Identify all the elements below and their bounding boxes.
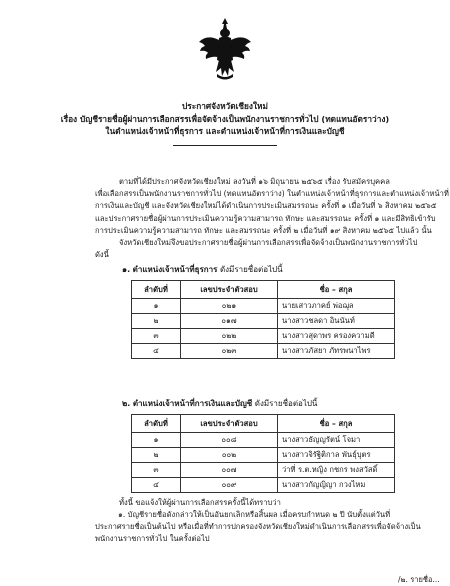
table-row [132, 299, 395, 314]
section-1-number: ๑. [122, 265, 131, 274]
exam-id-cell: ๐๐๗ [181, 463, 278, 478]
condition-paragraph [95, 509, 438, 546]
table-row [132, 448, 395, 463]
announcement-title: ประกาศจังหวัดเชียงใหม่ [182, 101, 268, 111]
exam-id-cell: ๐๐๒ [181, 448, 278, 463]
order-cell: ๔ [132, 344, 181, 359]
exam-id-cell: ๐๐๙ [181, 478, 278, 493]
column-header-name: ชื่อ – สกุล [278, 415, 395, 433]
name-cell: นางสาวสุดาพร ครองความดี [278, 329, 395, 344]
section-2-heading [122, 397, 317, 410]
table-row [132, 314, 395, 329]
name-cell: นางสาวภัสยา ภัทรพนาไพร [278, 344, 395, 359]
table-row [132, 344, 395, 359]
order-cell: ๒ [132, 314, 181, 329]
section-2-number: ๒. [122, 399, 131, 408]
next-page-indicator: /๒. รายชื่อ... [398, 575, 440, 584]
section-1-position: ตำแหน่งเจ้าหน้าที่ธุรการ [132, 265, 218, 274]
table-row [132, 329, 395, 344]
column-header-name: ชื่อ – สกุล [278, 281, 395, 299]
order-cell: ๓ [132, 329, 181, 344]
intro-paragraph [95, 176, 449, 237]
name-cell: นางสาวกัญญิญา กวงไหม [278, 478, 395, 493]
exam-id-cell: ๐๑๗ [181, 314, 278, 329]
intro-line-5: การประเมินความรู้ความสามารถ ทักษะ และสมรรถนะ ครั้งที่ ๒ เมื่อวันที่ ๑๙ สิงหาคม ๒๕๖๕ ไปแล้ว นั้น [95, 225, 432, 235]
intro-line-3: การเงินและบัญชี และจังหวัดเชียงใหม่ได้ดำเนินการประเมินสมรรถนะ ครั้งที่ ๑ เมื่อวันที่ ๖ สิงหาคม ๒๕๖๕ [95, 201, 437, 211]
table-header-row [132, 415, 395, 433]
name-cell: นางสาวธัญญรัตน์ โจมา [278, 433, 395, 448]
garuda-emblem-icon [197, 16, 253, 82]
intro-line-1: ตามที่ได้มีประกาศจังหวัดเชียงใหม่ ลงวันที่ ๑๖ มิถุนายน ๒๕๖๕ เรื่อง รับสมัครบุคคล [119, 177, 390, 186]
name-cell: นางสาวชลดา อินนันท์ [278, 314, 395, 329]
name-cell: นายเสาวภาคย์ พ่อฌุล [278, 299, 395, 314]
order-cell: ๔ [132, 478, 181, 493]
title-divider [173, 145, 277, 146]
condition-line-1: ๑. บัญชีรายชื่อดังกล่าวให้เป็นอันยกเลิกหรือสิ้นผล เมื่อครบกำหนด ๒ ปี นับตั้งแต่วันที่ [118, 510, 391, 519]
announce-paragraph [95, 237, 418, 261]
table-row [132, 478, 395, 493]
exam-id-cell: ๐๒๓ [181, 344, 278, 359]
notice-paragraph [95, 497, 415, 509]
condition-line-2: ประกาศรายชื่อเป็นต้นไป หรือเมื่อที่ทำการปกครองจังหวัดเชียงใหม่ดำเนินการเลือกสรรเพื่อจัดจ้างเป็น [95, 522, 421, 532]
name-cell: ว่าที่ ร.ต.หญิง กชกร พงสวัสดิ์ [278, 463, 395, 478]
announce-line-1: จังหวัดเชียงใหม่จึงขอประกาศรายชื่อผู้ผ่านการเลือกสรรเพื่อจัดจ้างเป็นพนักงานราชการทั่วไป [119, 238, 418, 247]
column-header-order: ลำดับที่ [132, 415, 181, 433]
finance-officer-table [131, 414, 395, 493]
order-cell: ๑ [132, 433, 181, 448]
intro-line-2: เพื่อเลือกสรรเป็นพนักงานราชการทั่วไป (ทดแทนอัตราว่าง) ในตำแหน่งเจ้าหน้าที่ธุรการและตำแหน่งเจ้าหน้าที่ [95, 189, 449, 199]
column-header-exam-id: เลขประจำตัวสอบ [181, 415, 278, 433]
section-1-suffix: ดังมีรายชื่อต่อไปนี้ [217, 265, 283, 274]
name-cell: นางสาวจิรัฐิติกาล พันธุ์บุตร [278, 448, 395, 463]
column-header-exam-id: เลขประจำตัวสอบ [181, 281, 278, 299]
condition-line-3: พนักงานราชการทั่วไป ในครั้งต่อไป [95, 534, 210, 544]
section-1-heading [122, 263, 283, 276]
exam-id-cell: ๐๒๒ [181, 329, 278, 344]
exam-id-cell: ๐๒๑ [181, 299, 278, 314]
exam-id-cell: ๐๐๘ [181, 433, 278, 448]
order-cell: ๒ [132, 448, 181, 463]
table-header-row [132, 281, 395, 299]
order-cell: ๓ [132, 463, 181, 478]
announcement-subject: เรื่อง บัญชีรายชื่อผู้ผ่านการเลือกสรรเพื่อจัดจ้างเป็นพนักงานราชการทั่วไป (ทดแทนอัตราว่าง) [60, 114, 390, 124]
table-row [132, 433, 395, 448]
announce-line-2: ดังนี้ [95, 250, 109, 260]
table-row [132, 463, 395, 478]
order-cell: ๑ [132, 299, 181, 314]
admin-officer-table [131, 280, 395, 359]
column-header-order: ลำดับที่ [132, 281, 181, 299]
intro-line-4: และประกาศรายชื่อผู้ผ่านการประเมินความรู้ความสามารถ ทักษะ และสมรรถนะ ครั้งที่ ๑ และมีสิทธิเข้ารับ [95, 213, 436, 223]
section-2-position: ตำแหน่งเจ้าหน้าที่การเงินและบัญชี [132, 399, 253, 408]
notice-line: ทั้งนี้ ขอแจ้งให้ผู้ผ่านการเลือกสรรครั้งนี้ได้ทราบว่า [119, 498, 281, 507]
section-2-suffix: ดังมีรายชื่อต่อไปนี้ [252, 399, 318, 408]
announcement-subject-positions: ในตำแหน่งเจ้าหน้าที่ธุรการ และตำแหน่งเจ้าหน้าที่การเงินและบัญชี [105, 126, 345, 136]
